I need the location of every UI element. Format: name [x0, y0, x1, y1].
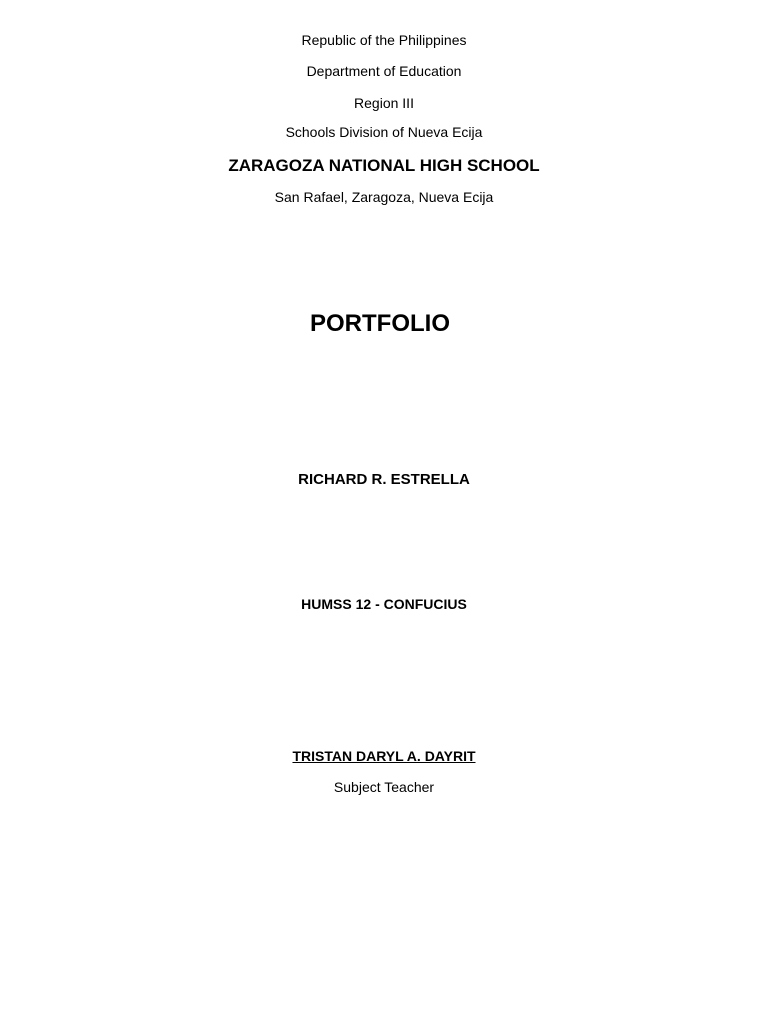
school-name: ZARAGOZA NATIONAL HIGH SCHOOL	[228, 156, 540, 175]
student-name: RICHARD R. ESTRELLA	[298, 471, 470, 488]
teacher-name: TRISTAN DARYL A. DAYRIT	[292, 748, 476, 764]
division-text: Schools Division of Nueva Ecija	[285, 124, 483, 140]
country-text: Republic of the Philippines	[301, 32, 467, 48]
department-text: Department of Education	[306, 63, 462, 79]
page-title: PORTFOLIO	[310, 310, 450, 337]
section-text: HUMSS 12 - CONFUCIUS	[301, 596, 467, 612]
school-address: San Rafael, Zaragoza, Nueva Ecija	[274, 189, 494, 205]
region-text: Region III	[354, 95, 414, 111]
teacher-role: Subject Teacher	[333, 779, 435, 795]
